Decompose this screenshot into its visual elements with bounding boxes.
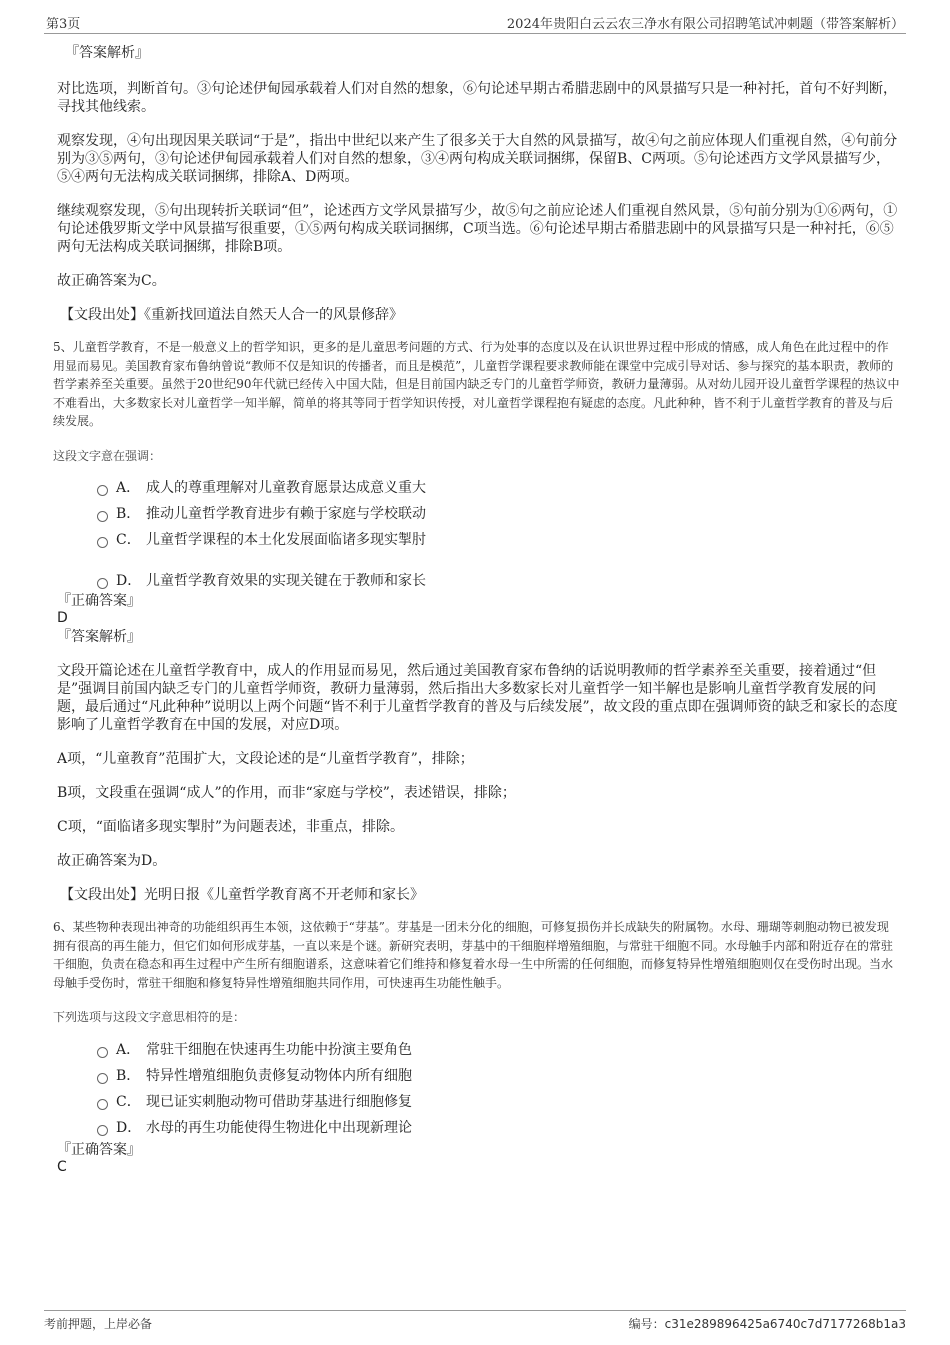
q5-answer-label: 『正确答案』 [57,593,141,609]
q5-prompt: 这段文字意在强调： [53,448,162,463]
q5-conclusion: 故正确答案为D。 [57,853,167,869]
radio-icon[interactable] [97,511,108,522]
page-number: 第3页 [46,17,81,32]
q6-option-a[interactable]: A． 常驻干细胞在快速再生功能中扮演主要角色 [97,1041,900,1067]
q6-passage: 6、某些物种表现出神奇的功能组织再生本领，这依赖于“芽基”。芽基是一团未分化的细胞，可修复损伤并长成缺失的附属物。水母、珊瑚等刺胞动物已被发现拥有很高的再生能力，但它们如何形成芽基，一直以来是个谜。新研究表明，芽基中的干细胞样增殖细胞，与常驻干细胞不同。水母触手内部和附近存在的常驻干细胞，负责在稳态和再生过程中产生所有细胞谱系，这意味着它们维持和修复着水母一生中所需的任何细胞，而修复特异性增殖细胞则仅在受伤时出现。当水母触手受伤时，常驻干细胞和修复特异性增殖细胞共同作用，可快速再生功能性触手。 [53,920,894,990]
q5-passage: 5、儿童哲学教育，不是一般意义上的哲学知识，更多的是儿童思考问题的方式、行为处事的态度以及在认识世界过程中形成的情感，成人角色在此过程中的作用显而易见。美国教育家布鲁纳曾说“教师不仅是知识的传播者，而且是模范”，儿童哲学课程要求教师能在课堂中完成引导对话、参与探究的基本职责，教师的哲学素养至关重要。虽然于20世纪90年代就已经传入中国大陆，但是目前国内缺乏专门的儿童哲学师资，教研力量薄弱。从对幼儿园开设儿童哲学课程的热议中不难看出，大多数家长对儿童哲学一知半解，简单的将其等同于哲学知识传授，对儿童哲学课程抱有疑虑的态度。凡此种种，皆不利于儿童哲学教育的普及与后续发展。 [53,340,900,428]
document-code: 编号：c31e289896425a6740c7d7177268b1a3 [628,1317,906,1331]
q5-options [97,479,900,598]
page-footer [44,1310,906,1333]
q6-option-c[interactable]: C． 现已证实刺胞动物可借助芽基进行细胞修复 [97,1093,900,1119]
radio-icon[interactable] [97,1099,108,1110]
radio-icon[interactable] [97,485,108,496]
q5-source: 【文段出处】光明日报《儿童哲学教育离不开老师和家长》 [60,887,424,903]
page-header [44,13,906,34]
q4-analysis-paragraph: 观察发现，④句出现因果关联词“于是”，指出中世纪以来产生了很多关于大自然的风景描写，故④句之前应体现人们重视自然，④句前分别为③⑤两句，③句论述伊甸园承载着人们对自然的想象，③④两句构成关联词捆绑，保留B、C两项。⑤句论述西方文学风景描写少，⑤④两句无法构成关联词捆绑，排除A、D两项。 [57,133,898,185]
q5-analysis-label: 『答案解析』 [57,629,141,645]
q6-option-d[interactable]: D． 水母的再生功能使得生物进化中出现新理论 [97,1119,900,1145]
document-title: 2024年贵阳白云云农三净水有限公司招聘笔试冲刺题（带答案解析） [506,17,904,32]
q4-analysis-paragraph: 对比选项，判断首句。③句论述伊甸园承载着人们对自然的想象，⑥句论述早期古希腊悲剧中的风景描写只是一种衬托，首句不好判断，寻找其他线索。 [57,81,897,115]
radio-icon[interactable] [97,1047,108,1058]
q5-option-c[interactable]: C． 儿童哲学课程的本土化发展面临诸多现实掣肘 [97,531,900,557]
q5-analysis-paragraph: 文段开篇论述在儿童哲学教育中，成人的作用显而易见，然后通过美国教育家布鲁纳的话说明教师的哲学素养至关重要，接着通过“但是”强调目前国内缺乏专门的儿童哲学师资，教研力量薄弱，然后指出大多数家长对儿童哲学一知半解也是影响儿童哲学教育发展的问题，最后通过“凡此种种”说明以上两个问题“皆不利于儿童哲学教育的普及与后续发展”，故文段的重点即在强调师资的缺乏和家长的态度影响了儿童哲学教育在中国的发展，对应D项。 [57,663,898,733]
q5-answer: D [57,610,68,626]
q4-analysis-paragraph: 继续观察发现，⑤句出现转折关联词“但”，论述西方文学风景描写少，故⑤句之前应论述人们重视自然风景，⑤句前分别为①⑥两句，①句论述俄罗斯文学中风景描写很重要，①⑤两句构成关联词捆绑，C项当选。⑥句论述早期古希腊悲剧中的风景描写只是一种衬托，⑥⑤两句无法构成关联词捆绑，排除B项。 [57,203,898,255]
q5-analysis-paragraph: B项，文段重在强调“成人”的作用，而非“家庭与学校”，表述错误，排除； [57,785,516,801]
q5-option-b[interactable]: B． 推动儿童哲学教育进步有赖于家庭与学校联动 [97,505,900,531]
page-content [53,44,900,1175]
q6-answer-label: 『正确答案』 [57,1141,141,1158]
q6-options [97,1041,900,1145]
q6-answer: C [57,1158,67,1175]
q6-option-b[interactable]: B． 特异性增殖细胞负责修复动物体内所有细胞 [97,1067,900,1093]
q5-analysis-paragraph: C项，“面临诸多现实掣肘”为问题表述，非重点，排除。 [57,819,405,835]
radio-icon[interactable] [97,537,108,548]
q5-analysis-paragraph: A项，“儿童教育”范围扩大，文段论述的是“儿童哲学教育”，排除； [57,751,474,767]
radio-icon[interactable] [97,1125,108,1136]
radio-icon[interactable] [97,1073,108,1084]
footer-slogan: 考前押题，上岸必备 [44,1317,153,1331]
q5-option-d[interactable]: D． 儿童哲学教育效果的实现关键在于教师和家长 [97,572,900,598]
q5-option-a[interactable]: A． 成人的尊重理解对儿童教育愿景达成意义重大 [97,479,900,505]
radio-icon[interactable] [97,578,108,589]
q4-conclusion: 故正确答案为C。 [57,273,166,289]
q4-analysis-label: 『答案解析』 [65,45,149,61]
q6-prompt: 下列选项与这段文字意思相符的是： [53,1010,246,1024]
q4-source: 【文段出处】《重新找回道法自然天人合一的风景修辞》 [60,307,403,323]
